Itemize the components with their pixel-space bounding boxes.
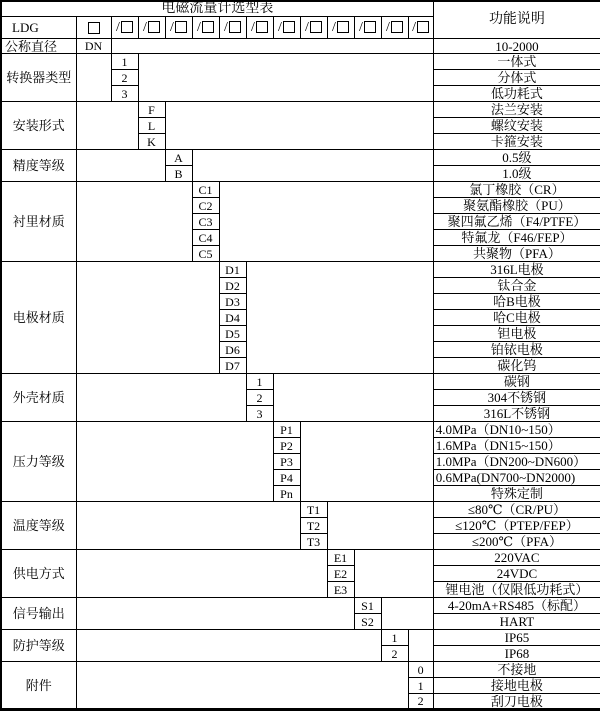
code-cell: T3 bbox=[300, 534, 327, 550]
function-description-header: 功能说明 bbox=[433, 1, 600, 39]
section-label: 温度等级 bbox=[1, 502, 76, 550]
code-cell: D4 bbox=[219, 310, 246, 326]
code-cell: C3 bbox=[192, 214, 219, 230]
model-prefix-label: LDG bbox=[1, 17, 76, 39]
slash-glyph: / bbox=[143, 20, 147, 35]
code-cell: F bbox=[138, 102, 165, 118]
table-row bbox=[1, 54, 600, 70]
blank-box-icon bbox=[202, 21, 214, 33]
desc-cell: 哈C电极 bbox=[433, 310, 600, 326]
empty-cell bbox=[76, 550, 327, 598]
desc-cell: 锂电池（仅限低功耗式） bbox=[433, 582, 600, 598]
desc-cell: 刮刀电极 bbox=[433, 694, 600, 710]
model-slash-box-cell bbox=[300, 17, 327, 39]
empty-cell bbox=[76, 182, 192, 262]
code-cell: C5 bbox=[192, 246, 219, 262]
section-label: 衬里材质 bbox=[1, 182, 76, 262]
slash-glyph: / bbox=[197, 20, 201, 35]
empty-cell bbox=[76, 502, 300, 550]
desc-cell: 接地电极 bbox=[433, 678, 600, 694]
code-cell: E3 bbox=[327, 582, 354, 598]
code-cell: 3 bbox=[111, 86, 138, 102]
code-cell: A bbox=[165, 150, 192, 166]
code-cell: C2 bbox=[192, 198, 219, 214]
desc-cell: 螺纹安装 bbox=[433, 118, 600, 134]
empty-cell bbox=[327, 502, 433, 550]
slash-glyph: / bbox=[386, 20, 390, 35]
model-slash-box-cell bbox=[138, 17, 165, 39]
blank-box-icon bbox=[391, 21, 403, 33]
empty-cell bbox=[76, 102, 138, 150]
section-label: 电极材质 bbox=[1, 262, 76, 374]
desc-cell: 316L不锈钢 bbox=[433, 406, 600, 422]
blank-box-icon bbox=[88, 22, 100, 34]
code-cell: 2 bbox=[111, 70, 138, 86]
empty-cell bbox=[192, 150, 433, 182]
blank-box-icon bbox=[364, 21, 376, 33]
code-cell: T2 bbox=[300, 518, 327, 534]
code-cell: D1 bbox=[219, 262, 246, 278]
blank-box-icon bbox=[283, 21, 295, 33]
slash-glyph: / bbox=[251, 20, 255, 35]
slash-glyph: / bbox=[305, 20, 309, 35]
code-cell: P2 bbox=[273, 438, 300, 454]
code-cell: D5 bbox=[219, 326, 246, 342]
empty-cell bbox=[76, 262, 219, 374]
table-title: 电磁流量计选型表 bbox=[1, 1, 433, 17]
desc-cell: 法兰安装 bbox=[433, 102, 600, 118]
table-row bbox=[1, 102, 600, 118]
section-label: 精度等级 bbox=[1, 150, 76, 182]
desc-cell: 1.0MPa（DN200~DN600） bbox=[433, 454, 600, 470]
slash-glyph: / bbox=[224, 20, 228, 35]
slash-glyph: / bbox=[170, 20, 174, 35]
empty-cell bbox=[76, 662, 408, 710]
section-label: 防护等级 bbox=[1, 630, 76, 662]
code-cell: T1 bbox=[300, 502, 327, 518]
desc-cell: 铂铱电极 bbox=[433, 342, 600, 358]
empty-cell bbox=[408, 630, 433, 662]
model-slash-box-cell bbox=[165, 17, 192, 39]
desc-cell: IP65 bbox=[433, 630, 600, 646]
desc-cell: IP68 bbox=[433, 646, 600, 662]
slash-glyph: / bbox=[412, 20, 417, 35]
model-slash-box-cell bbox=[327, 17, 354, 39]
table-row bbox=[1, 630, 600, 646]
desc-cell: 聚四氟乙烯（F4/PTFE） bbox=[433, 214, 600, 230]
code-cell: Pn bbox=[273, 486, 300, 502]
code-cell: K bbox=[138, 134, 165, 150]
table-row bbox=[1, 182, 600, 198]
blank-box-icon bbox=[310, 21, 322, 33]
blank-box-icon bbox=[417, 21, 429, 33]
blank-box-icon bbox=[256, 21, 268, 33]
code-cell: 1 bbox=[246, 374, 273, 390]
code-cell: 0 bbox=[408, 662, 433, 678]
empty-cell bbox=[111, 39, 433, 54]
empty-cell bbox=[138, 54, 433, 102]
slash-glyph: / bbox=[116, 20, 120, 35]
empty-cell bbox=[76, 54, 111, 102]
section-label: 安装形式 bbox=[1, 102, 76, 150]
slash-glyph: / bbox=[359, 20, 363, 35]
code-cell: P1 bbox=[273, 422, 300, 438]
desc-cell: 1.6MPa（DN15~150） bbox=[433, 438, 600, 454]
code-cell: D6 bbox=[219, 342, 246, 358]
desc-cell: 1.0级 bbox=[433, 166, 600, 182]
desc-cell: 4-20mA+RS485（标配） bbox=[433, 598, 600, 614]
model-slash-box-cell bbox=[192, 17, 219, 39]
desc-cell: 卡箍安装 bbox=[433, 134, 600, 150]
empty-cell bbox=[76, 422, 273, 502]
model-slash-box-cell bbox=[354, 17, 381, 39]
slash-glyph: / bbox=[332, 20, 336, 35]
empty-cell bbox=[76, 374, 246, 422]
code-cell: C1 bbox=[192, 182, 219, 198]
nominal-diameter-label: 公称直径 bbox=[1, 39, 76, 54]
code-cell: S2 bbox=[354, 614, 381, 630]
desc-cell: 不接地 bbox=[433, 662, 600, 678]
model-slash-box-cell bbox=[381, 17, 408, 39]
empty-cell bbox=[246, 262, 433, 374]
code-cell: C4 bbox=[192, 230, 219, 246]
code-cell: 3 bbox=[246, 406, 273, 422]
desc-cell: 特殊定制 bbox=[433, 486, 600, 502]
code-cell: P3 bbox=[273, 454, 300, 470]
code-cell: B bbox=[165, 166, 192, 182]
desc-cell: 钛合金 bbox=[433, 278, 600, 294]
code-cell: 2 bbox=[408, 694, 433, 710]
blank-box-icon bbox=[121, 21, 133, 33]
desc-cell: ≤200℃（PFA） bbox=[433, 534, 600, 550]
table-row bbox=[1, 422, 600, 438]
code-cell: 1 bbox=[111, 54, 138, 70]
empty-cell bbox=[165, 102, 433, 150]
code-cell: 2 bbox=[246, 390, 273, 406]
code-cell: S1 bbox=[354, 598, 381, 614]
table-row bbox=[1, 374, 600, 390]
model-slash-box-cell bbox=[408, 17, 433, 39]
desc-cell: 分体式 bbox=[433, 70, 600, 86]
code-cell: L bbox=[138, 118, 165, 134]
table-row bbox=[1, 662, 600, 678]
code-cell: P4 bbox=[273, 470, 300, 486]
section-label: 供电方式 bbox=[1, 550, 76, 598]
model-slash-box-cell bbox=[111, 17, 138, 39]
desc-cell: 特氟龙（F46/FEP） bbox=[433, 230, 600, 246]
table-row bbox=[1, 502, 600, 518]
desc-cell: 碳钢 bbox=[433, 374, 600, 390]
code-cell: 1 bbox=[381, 630, 408, 646]
model-box-cell bbox=[76, 17, 111, 39]
section-label: 压力等级 bbox=[1, 422, 76, 502]
code-cell: 1 bbox=[408, 678, 433, 694]
blank-box-icon bbox=[148, 21, 160, 33]
table-row bbox=[1, 262, 600, 278]
empty-cell bbox=[76, 630, 381, 662]
empty-cell bbox=[76, 150, 165, 182]
empty-cell bbox=[76, 598, 354, 630]
desc-cell: 低功耗式 bbox=[433, 86, 600, 102]
desc-cell: 哈B电极 bbox=[433, 294, 600, 310]
desc-cell: 316L电极 bbox=[433, 262, 600, 278]
slash-glyph: / bbox=[278, 20, 282, 35]
empty-cell bbox=[273, 374, 433, 422]
empty-cell bbox=[300, 422, 433, 502]
code-cell: D2 bbox=[219, 278, 246, 294]
desc-cell: HART bbox=[433, 614, 600, 630]
dn-code-cell: DN bbox=[76, 39, 111, 54]
desc-cell: 碳化钨 bbox=[433, 358, 600, 374]
blank-box-icon bbox=[229, 21, 241, 33]
table-row bbox=[1, 550, 600, 566]
desc-cell: 0.6MPa(DN700~DN2000) bbox=[433, 470, 600, 486]
desc-cell: 304不锈钢 bbox=[433, 390, 600, 406]
code-cell: E1 bbox=[327, 550, 354, 566]
desc-cell: 氯丁橡胶（CR） bbox=[433, 182, 600, 198]
desc-cell: 钽电极 bbox=[433, 326, 600, 342]
empty-cell bbox=[354, 550, 433, 598]
model-slash-box-cell bbox=[273, 17, 300, 39]
code-cell: E2 bbox=[327, 566, 354, 582]
section-label: 外壳材质 bbox=[1, 374, 76, 422]
desc-cell: ≤80℃（CR/PU） bbox=[433, 502, 600, 518]
blank-box-icon bbox=[175, 21, 187, 33]
table-row bbox=[1, 598, 600, 614]
dn-desc-cell: 10-2000 bbox=[433, 39, 600, 54]
desc-cell: 220VAC bbox=[433, 550, 600, 566]
model-slash-box-cell bbox=[246, 17, 273, 39]
desc-cell: 聚氨酯橡胶（PU） bbox=[433, 198, 600, 214]
code-cell: D7 bbox=[219, 358, 246, 374]
code-cell: 2 bbox=[381, 646, 408, 662]
empty-cell bbox=[219, 182, 433, 262]
table-row bbox=[1, 150, 600, 166]
section-label: 转换器类型 bbox=[1, 54, 76, 102]
desc-cell: 24VDC bbox=[433, 566, 600, 582]
blank-box-icon bbox=[337, 21, 349, 33]
section-label: 信号输出 bbox=[1, 598, 76, 630]
code-cell: D3 bbox=[219, 294, 246, 310]
desc-cell: 一体式 bbox=[433, 54, 600, 70]
model-slash-box-cell bbox=[219, 17, 246, 39]
section-label: 附件 bbox=[1, 662, 76, 710]
desc-cell: 0.5级 bbox=[433, 150, 600, 166]
desc-cell: ≤120℃（PTEP/FEP） bbox=[433, 518, 600, 534]
desc-cell: 4.0MPa（DN10~150） bbox=[433, 422, 600, 438]
empty-cell bbox=[381, 598, 433, 630]
desc-cell: 共聚物（PFA） bbox=[433, 246, 600, 262]
